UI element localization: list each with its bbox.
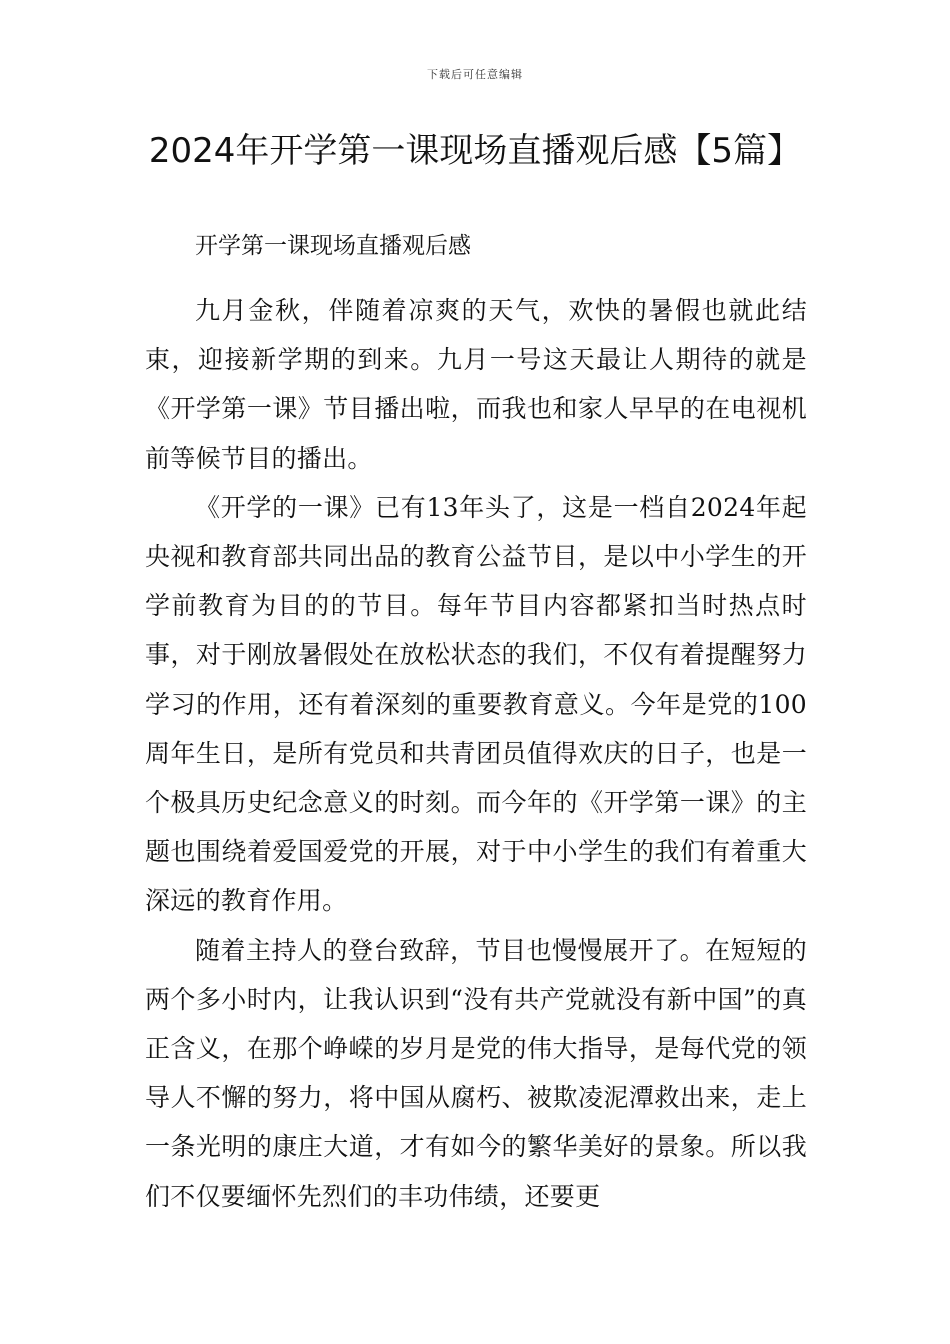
document-subtitle: 开学第一课现场直播观后感 [195, 233, 471, 259]
paragraph-3: 随着主持人的登台致辞，节目也慢慢展开了。在短短的两个多小时内，让我认识到“没有共产党就没有新中国”的真正含义，在那个峥嵘的岁月是党的伟大指导，是每代党的领导人不懈的努力，将中国从腐朽、被欺凌泥潭救出来，走上一条光明的康庄大道，才有如今的繁华美好的景象。所以我们不仅要缅怀先烈们的丰功伟绩，还要更 [145, 935, 807, 1211]
paragraph-2: 《开学的一课》已有13年头了，这是一档自2024年起央视和教育部共同出品的教育公益节目，是以中小学生的开学前教育为目的的节目。每年节目内容都紧扣当时热点时事，对于刚放暑假处在放松状态的我们，不仅有着提醒努力学习的作用，还有着深刻的重要教育意义。今年是党的100周年生日，是所有党员和共青团员值得欢庆的日子，也是一个极具历史纪念意义的时刻。而今年的《开学第一课》的主题也围绕着爱国爱党的开展，对于中小学生的我们有着重大深远的教育作用。 [145, 492, 807, 916]
document-body [145, 286, 807, 1221]
header-note: 下载后可任意编辑 [427, 68, 523, 81]
paragraph-1: 九月金秋，伴随着凉爽的天气，欢快的暑假也就此结束，迎接新学期的到来。九月一号这天最让人期待的就是《开学第一课》节目播出啦，而我也和家人早早的在电视机前等候节目的播出。 [145, 296, 807, 473]
document-title: 2024年开学第一课现场直播观后感【5篇】 [148, 131, 802, 171]
